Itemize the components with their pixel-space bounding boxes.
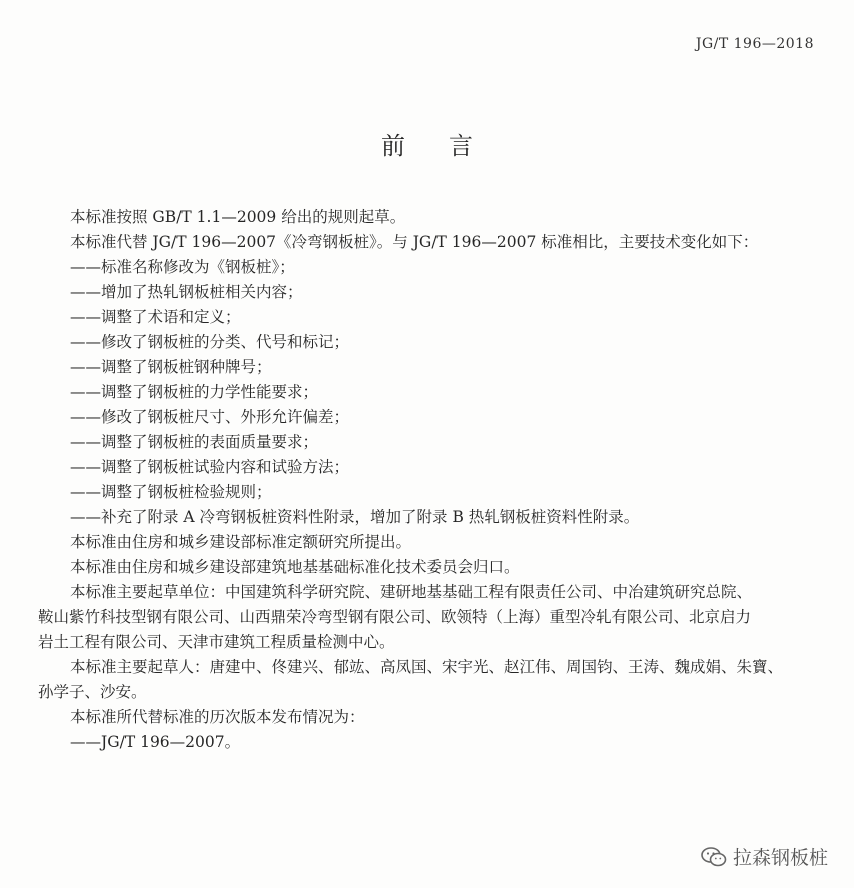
list-item: ——调整了钢板桩检验规则； — [70, 483, 272, 501]
paragraph-committee: 本标准由住房和城乡建设部建筑地基基础标准化技术委员会归口。 — [70, 558, 520, 576]
list-item: ——调整了钢板桩的表面质量要求； — [70, 433, 319, 451]
list-item: ——修改了钢板桩尺寸、外形允许偏差； — [70, 408, 350, 426]
list-item-history: ——JG/T 196—2007。 — [70, 733, 241, 751]
watermark — [701, 843, 828, 870]
list-item: ——增加了热轧钢板桩相关内容； — [70, 283, 303, 301]
paragraph-drafting-rules: 本标准按照 GB/T 1.1—2009 给出的规则起草。 — [70, 208, 406, 226]
paragraph-drafting-units-cont: 鞍山紫竹科技型钢有限公司、山西鼎荣冷弯型钢有限公司、欧领特（上海）重型冷轧有限公司、北京启力 — [38, 608, 752, 626]
document-code: JG/T 196—2018 — [695, 36, 814, 52]
paragraph-drafters: 本标准主要起草人：唐建中、佟建兴、郁竑、高凤国、宋宇光、赵江伟、周国钧、王涛、魏成娟、朱寶、 — [70, 658, 784, 676]
list-item: ——标准名称修改为《钢板桩》； — [70, 258, 295, 276]
list-item: ——调整了钢板桩试验内容和试验方法； — [70, 458, 350, 476]
watermark-label: 拉森钢板桩 — [732, 847, 828, 869]
list-item: ——调整了钢板桩的力学性能要求； — [70, 383, 319, 401]
page-title: 前言 — [381, 132, 517, 160]
list-item: ——修改了钢板桩的分类、代号和标记； — [70, 333, 350, 351]
list-item: ——调整了术语和定义； — [70, 308, 241, 326]
paragraph-drafting-units-cont: 岩土工程有限公司、天津市建筑工程质量检测中心。 — [38, 633, 395, 651]
paragraph-replacement: 本标准代替 JG/T 196—2007《冷弯钢板桩》。与 JG/T 196—2007 标准相比，主要技术变化如下： — [70, 233, 759, 251]
paragraph-history: 本标准所代替标准的历次版本发布情况为： — [70, 708, 365, 726]
paragraph-drafting-units: 本标准主要起草单位：中国建筑科学研究院、建研地基基础工程有限责任公司、中冶建筑研究总院、 — [70, 583, 753, 601]
wechat-icon — [701, 847, 727, 867]
changes-list — [38, 255, 818, 530]
paragraph-proposer: 本标准由住房和城乡建设部标准定额研究所提出。 — [70, 533, 412, 551]
list-item: ——调整了钢板桩钢种牌号； — [70, 358, 272, 376]
paragraph-drafters-cont: 孙学子、沙安。 — [38, 683, 147, 701]
list-item: ——补充了附录 A 冷弯钢板桩资料性附录，增加了附录 B 热轧钢板桩资料性附录。 — [70, 508, 640, 526]
document-body — [38, 205, 818, 755]
